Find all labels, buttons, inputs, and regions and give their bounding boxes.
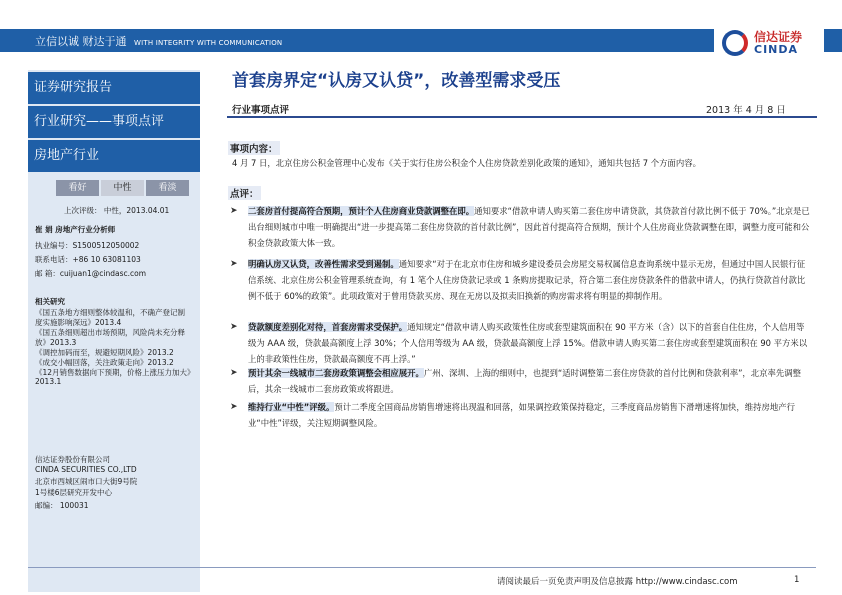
related-item: 《12月销售数据向下预期，价格上涨压力加大》 xyxy=(35,368,195,377)
related-item: 《调控加码而至，规避短期风险》2013.2 xyxy=(35,348,174,357)
report-date: 2013 年 4 月 8 日 xyxy=(706,105,786,116)
analyst-cert: 执业编号：S1500512050002 xyxy=(35,241,140,250)
bullet-text: 通知规定“借款申请人购买政策性住房或套型建筑面积在 90 平方米（含）以下的首套自住住房，个人信用等级为 AAA 级，贷款最高额度上浮 30%；个人信用等级为 AA 级，贷款最高额度上浮 15%。借款申请人购买第二套住房或套型建筑面积在 90 平方米以上的非政策性住房，贷款最高额度不再上浮。” xyxy=(248,322,808,364)
related-item: 放》2013.3 xyxy=(35,338,77,347)
company-logo xyxy=(714,24,824,58)
bullet-text: 通知要求“对于在北京市住房和城乡建设委员会房屋交易权属信息查询系统中显示无房，但通过中国人民银行征信系统、北京住房公积金管理系统查询，有 1 笔个人住房贷款记录或 1 条购房提取记录，符合第二套住房贷款条件的借款申请人，仍执行贷款首付款比例不低于 60%的政策”。此项政策对于曾用贷款买房、现在无房以及拟卖旧换新的购房需求将有明显的抑制作用。 xyxy=(248,259,806,301)
report-subtitle: 行业事项点评 xyxy=(232,105,290,116)
logo-en: CINDA xyxy=(754,43,799,56)
bullet-text: 广州、深圳、上海的细则中，也提到“适时调整第二套住房贷款的首付比例和贷款利率”，北京率先调整后，其余一线城市二套房政策或将跟进。 xyxy=(248,368,802,394)
related-item: 《国五条细则超出市场预期，风险尚未充分释 xyxy=(35,328,185,337)
bullet-lead: 贷款额度差别化对待，首套房需求受保护。 xyxy=(248,322,408,332)
slogan xyxy=(35,33,282,49)
arrow-icon: ➤ xyxy=(230,322,238,332)
bullet-lead: 预计其余一线城市二套房政策调整会相应展开。 xyxy=(248,368,424,378)
related-item: 度实施影响深远》2013.4 xyxy=(35,318,122,327)
footer-divider xyxy=(28,567,816,568)
report-type: 证券研究报告 xyxy=(28,72,200,104)
slogan-cn: 立信以诚 财达于通 xyxy=(35,35,127,48)
industry: 房地产行业 xyxy=(28,140,200,172)
company-cn: 信达证券股份有限公司 xyxy=(35,455,110,464)
related-title: 相关研究 xyxy=(35,297,65,306)
related-item: 2013.1 xyxy=(35,377,62,386)
arrow-icon: ➤ xyxy=(230,402,238,412)
bullet-lead: 二套房首付提高符合预期，预计个人住房商业贷款调整在即。 xyxy=(248,206,475,216)
event-text: 4 月 7 日，北京住房公积金管理中心发布《关于实行住房公积金个人住房贷款差别化政策的通知》，通知共包括 7 个方面内容。 xyxy=(232,158,701,168)
last-rating: 上次评级： 中性，2013.04.01 xyxy=(64,206,170,215)
analyst-phone: 联系电话：+86 10 63081103 xyxy=(35,255,141,264)
postcode: 邮编： 100031 xyxy=(35,501,89,510)
logo-mark-icon xyxy=(722,30,748,56)
bullet-lead: 明确认房又认贷，改善性需求受到遏制。 xyxy=(248,259,399,269)
page-number: 1 xyxy=(794,575,800,585)
bullet-item xyxy=(230,203,810,251)
report-category: 行业研究——事项点评 xyxy=(28,106,200,138)
address-line: 1号楼6层研究开发中心 xyxy=(35,488,113,497)
rating-positive: 看好 xyxy=(56,180,99,196)
arrow-icon: ➤ xyxy=(230,259,238,269)
analyst-email: 邮 箱：cuijuan1@cindasc.com xyxy=(35,269,147,278)
event-heading: 事项内容： xyxy=(228,141,280,155)
address-line: 北京市西城区闹市口大街9号院 xyxy=(35,477,138,486)
bullet-text: 预计二季度全国商品房销售增速将出现温和回落，如果调控政策保持稳定，三季度商品房销售下滑增速将加快，维持房地产行业“中性”评级，关注短期调整风险。 xyxy=(248,402,796,428)
arrow-icon: ➤ xyxy=(230,206,238,216)
bullet-item xyxy=(230,399,810,431)
arrow-icon: ➤ xyxy=(230,368,238,378)
bullet-item xyxy=(230,319,810,367)
rating-neutral: 中性 xyxy=(101,180,144,196)
title-divider xyxy=(227,116,817,118)
bullet-text: 通知要求“借款申请人购买第二套住房申请贷款，其贷款首付款比例不低于 70%。”北京是已出台细则城市中唯一明确提出“进一步提高第二套住房贷款的首付款比例”，因此首付提高符合预期，预计个人住房商业贷款调整在即，调整力度可能和公积金贷款政策大体一致。 xyxy=(248,206,810,248)
logo-cn: 信达证券 xyxy=(754,30,803,44)
related-item: 《成交小幅回落，关注政策走向》2013.2 xyxy=(35,358,174,367)
analyst-name: 崔 娟 房地产行业分析师 xyxy=(35,225,116,234)
rating-scale xyxy=(56,180,189,196)
slogan-en: WITH INTEGRITY WITH COMMUNICATION xyxy=(134,39,283,47)
bullet-lead: 维持行业“中性”评级。 xyxy=(248,402,335,412)
related-item: 《国五条地方细则整体较温和，不确产登记制 xyxy=(35,308,185,317)
bullet-item xyxy=(230,256,810,304)
rating-negative: 看淡 xyxy=(146,180,189,196)
comment-heading: 点评： xyxy=(228,186,261,200)
footer-disclaimer: 请阅读最后一页免责声明及信息披露 http://www.cindasc.com xyxy=(497,577,738,587)
bullet-item xyxy=(230,365,810,397)
page-title: 首套房界定“认房又认贷”，改善型需求受压 xyxy=(232,71,561,91)
company-en: CINDA SECURITIES CO.,LTD xyxy=(35,465,137,474)
